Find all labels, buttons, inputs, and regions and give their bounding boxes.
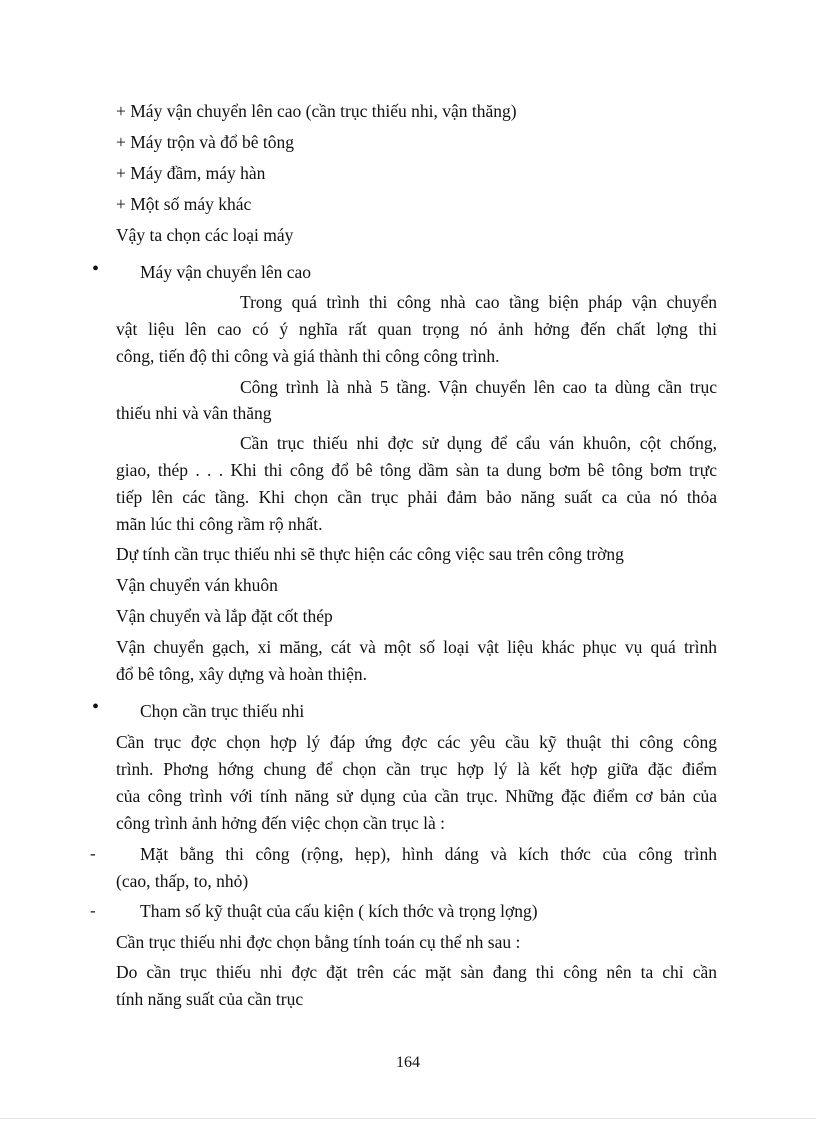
section-heading: Chọn cần trục thiếu nhi [140, 701, 305, 721]
paragraph-line: đổ bê tông, xây dựng và hoàn thiện. [116, 664, 368, 684]
paragraph-line: Mặt bằng thi công (rộng, hẹp), hình dáng và kích thớc của công trình [140, 844, 717, 864]
list-item: + Máy trộn và đổ bê tông [116, 132, 295, 152]
paragraph-line: công, tiến độ thi công và giá thành thi công công trình. [116, 346, 500, 366]
paragraph-line: trình. Phơng hớng chung để chọn cần trục hợp lý là kết hợp giữa đặc điểm [116, 759, 717, 779]
paragraph-line: thiếu nhi và vân thăng [116, 403, 272, 423]
list-item: + Máy vận chuyển lên cao (cần trục thiếu nhi, vận thăng) [116, 101, 517, 121]
list-item: + Máy đầm, máy hàn [116, 163, 266, 183]
paragraph-line: Công trình là nhà 5 tầng. Vận chuyển lên cao ta dùng cần trục [240, 377, 717, 397]
paragraph-line: (cao, thấp, to, nhỏ) [116, 871, 249, 891]
page-number: 164 [396, 1054, 420, 1071]
paragraph-line: giao, thép . . . Khi thi công đổ bê tông dầm sàn ta dung bơm bê tông bơm trực [116, 460, 717, 480]
paragraph-line: Cần trục thiếu nhi đợc sử dụng để cẩu ván khuôn, cột chống, [240, 433, 717, 453]
paragraph-line: Vận chuyển gạch, xi măng, cát và một số loại vật liệu khác phục vụ quá trình [116, 637, 717, 657]
paragraph-line: Cần trục đợc chọn hợp lý đáp ứng đợc các yêu cầu kỹ thuật thi công công [116, 732, 717, 752]
paragraph-line: Cần trục thiếu nhi đợc chọn bằng tính toán cụ thể nh sau : [116, 932, 521, 952]
paragraph-line: Vậy ta chọn các loại máy [116, 225, 294, 245]
section-heading: Máy vận chuyển lên cao [140, 262, 312, 282]
paragraph-line: Do cần trục thiếu nhi đợc đặt trên các mặt sàn đang thi công nên ta chỉ cần [116, 962, 717, 982]
paragraph-line: Vận chuyển ván khuôn [116, 575, 278, 595]
paragraph-line: Tham số kỹ thuật của cấu kiện ( kích thớc và trọng lợng) [140, 901, 538, 921]
dash-marker: - [90, 901, 96, 920]
paragraph-line: công trình ảnh hởng đến việc chọn cần trục là : [116, 813, 446, 833]
paragraph-line: tính năng suất của cần trục [116, 989, 304, 1009]
bullet-icon: • [92, 696, 100, 718]
paragraph-line: Dự tính cần trục thiếu nhi sẽ thực hiện các công việc sau trên công trờng [116, 544, 624, 564]
paragraph-line: Trong quá trình thi công nhà cao tầng biện pháp vận chuyển [240, 292, 717, 312]
dash-marker: - [90, 844, 96, 863]
list-item: + Một số máy khác [116, 194, 252, 214]
paragraph-line: vật liệu lên cao có ý nghĩa rất quan trọng nó ảnh hởng đến chất lợng thi [116, 319, 717, 339]
paragraph-line: Vận chuyển và lắp đặt cốt thép [116, 606, 333, 626]
paragraph-line: của công trình với tính năng sử dụng của cần trục. Những đặc điểm cơ bản của [116, 786, 717, 806]
paragraph-line: tiếp lên các tầng. Khi chọn cần trục phải đảm bảo năng suất ca của nó thỏa [116, 487, 717, 507]
page-edge-divider [0, 1118, 816, 1119]
bullet-icon: • [92, 258, 100, 280]
paragraph-line: mãn lúc thi công rầm rộ nhất. [116, 514, 323, 534]
